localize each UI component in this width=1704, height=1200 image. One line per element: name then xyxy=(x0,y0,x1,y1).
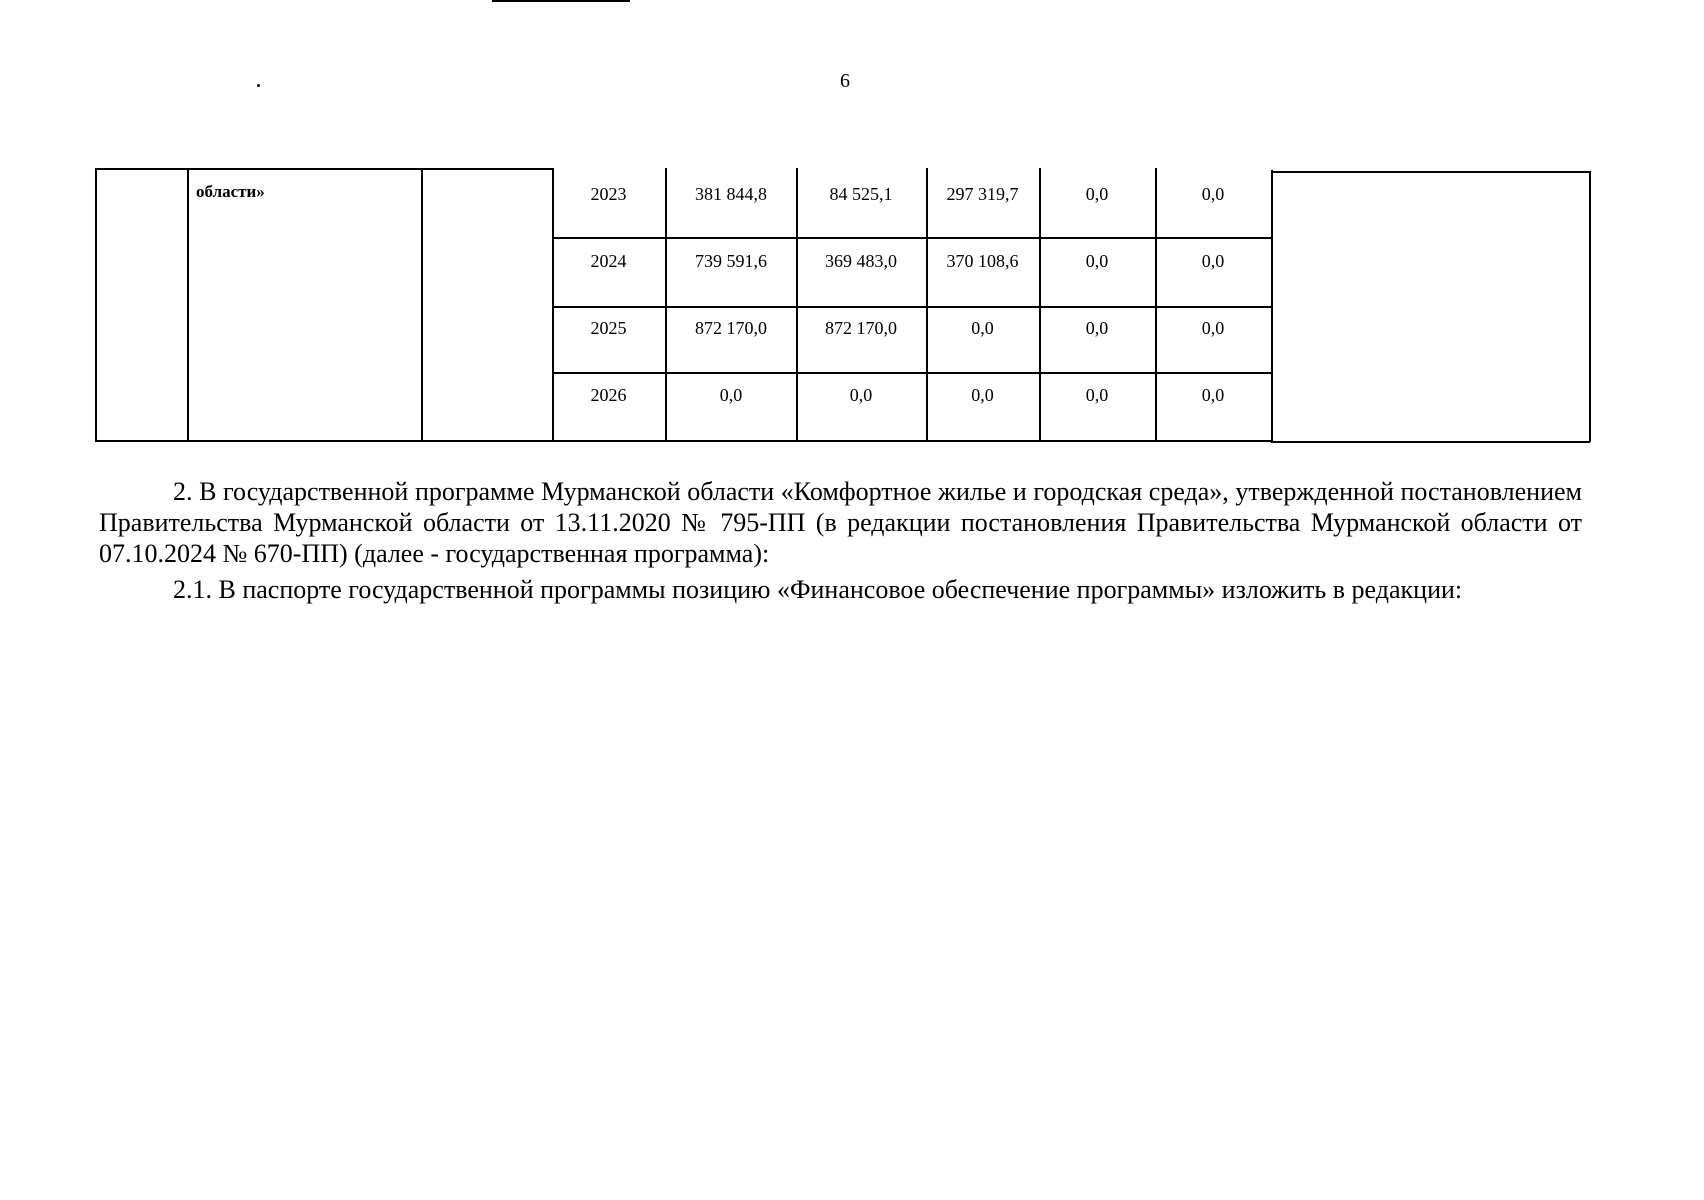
table-border xyxy=(95,440,1272,442)
table-cell-total: 0,0 xyxy=(719,385,743,405)
table-cell-total: 872 170,0 xyxy=(695,318,767,338)
table-cell-program-name: области» xyxy=(196,182,265,201)
table-border xyxy=(552,306,1272,308)
paragraph-2-1 xyxy=(99,574,1582,605)
table-cell-value: 84 525,1 xyxy=(829,184,893,204)
table-cell-year: 2026 xyxy=(590,385,627,405)
table-border xyxy=(421,168,423,441)
table-border xyxy=(552,168,554,441)
paragraph-2-1-text: 2.1. В паспорте государственной программы позицию «Финансовое обеспечение программы» изложить в редакции: xyxy=(173,575,1463,604)
scan-artifact-dot xyxy=(257,84,260,87)
table-border xyxy=(95,168,97,441)
table-border xyxy=(1271,441,1590,443)
table-border xyxy=(95,168,554,170)
table-cell-year: 2024 xyxy=(590,251,627,271)
table-cell-value: 0,0 xyxy=(1085,385,1109,405)
table-cell-value: 0,0 xyxy=(971,318,994,338)
table-border xyxy=(552,237,1272,239)
scan-artifact-line xyxy=(492,0,630,2)
table-cell-value: 0,0 xyxy=(1085,318,1109,338)
table-cell-value: 872 170,0 xyxy=(825,318,897,338)
table-cell-year: 2023 xyxy=(590,184,627,204)
table-border xyxy=(1271,170,1273,442)
table-cell-year: 2025 xyxy=(590,318,627,338)
table-cell-value: 0,0 xyxy=(1201,251,1225,271)
table-cell-value: 369 483,0 xyxy=(825,251,897,271)
table-cell-value: 0,0 xyxy=(1201,318,1225,338)
table-border xyxy=(187,168,189,441)
table-cell-value: 0,0 xyxy=(1085,251,1109,271)
table-cell-value: 0,0 xyxy=(971,385,994,405)
table-cell-value: 297 319,7 xyxy=(946,184,1019,204)
table-cell-value: 0,0 xyxy=(1201,184,1225,204)
page-number: 6 xyxy=(840,70,850,92)
table-cell-total: 739 591,6 xyxy=(695,251,767,271)
table-cell-value: 0,0 xyxy=(849,385,873,405)
table-cell-value: 370 108,6 xyxy=(946,251,1019,271)
table-cell-value: 0,0 xyxy=(1085,184,1109,204)
paragraph-2 xyxy=(99,476,1582,569)
table-border xyxy=(1271,171,1590,173)
paragraph-2-text: 2. В государственной программе Мурманской области «Комфортное жилье и городская среда», утвержденной постановлением Правительства Мурманской области от 13.11.2020 № 795-ПП (в редакции постановления Правительства Мурманской области от 07.10.2024 № 670-ПП) (далее - государственная программа): xyxy=(99,477,1582,568)
table-border xyxy=(552,372,1272,374)
table-border xyxy=(1589,171,1591,442)
table-cell-value: 0,0 xyxy=(1201,385,1225,405)
table-cell-total: 381 844,8 xyxy=(695,184,767,204)
